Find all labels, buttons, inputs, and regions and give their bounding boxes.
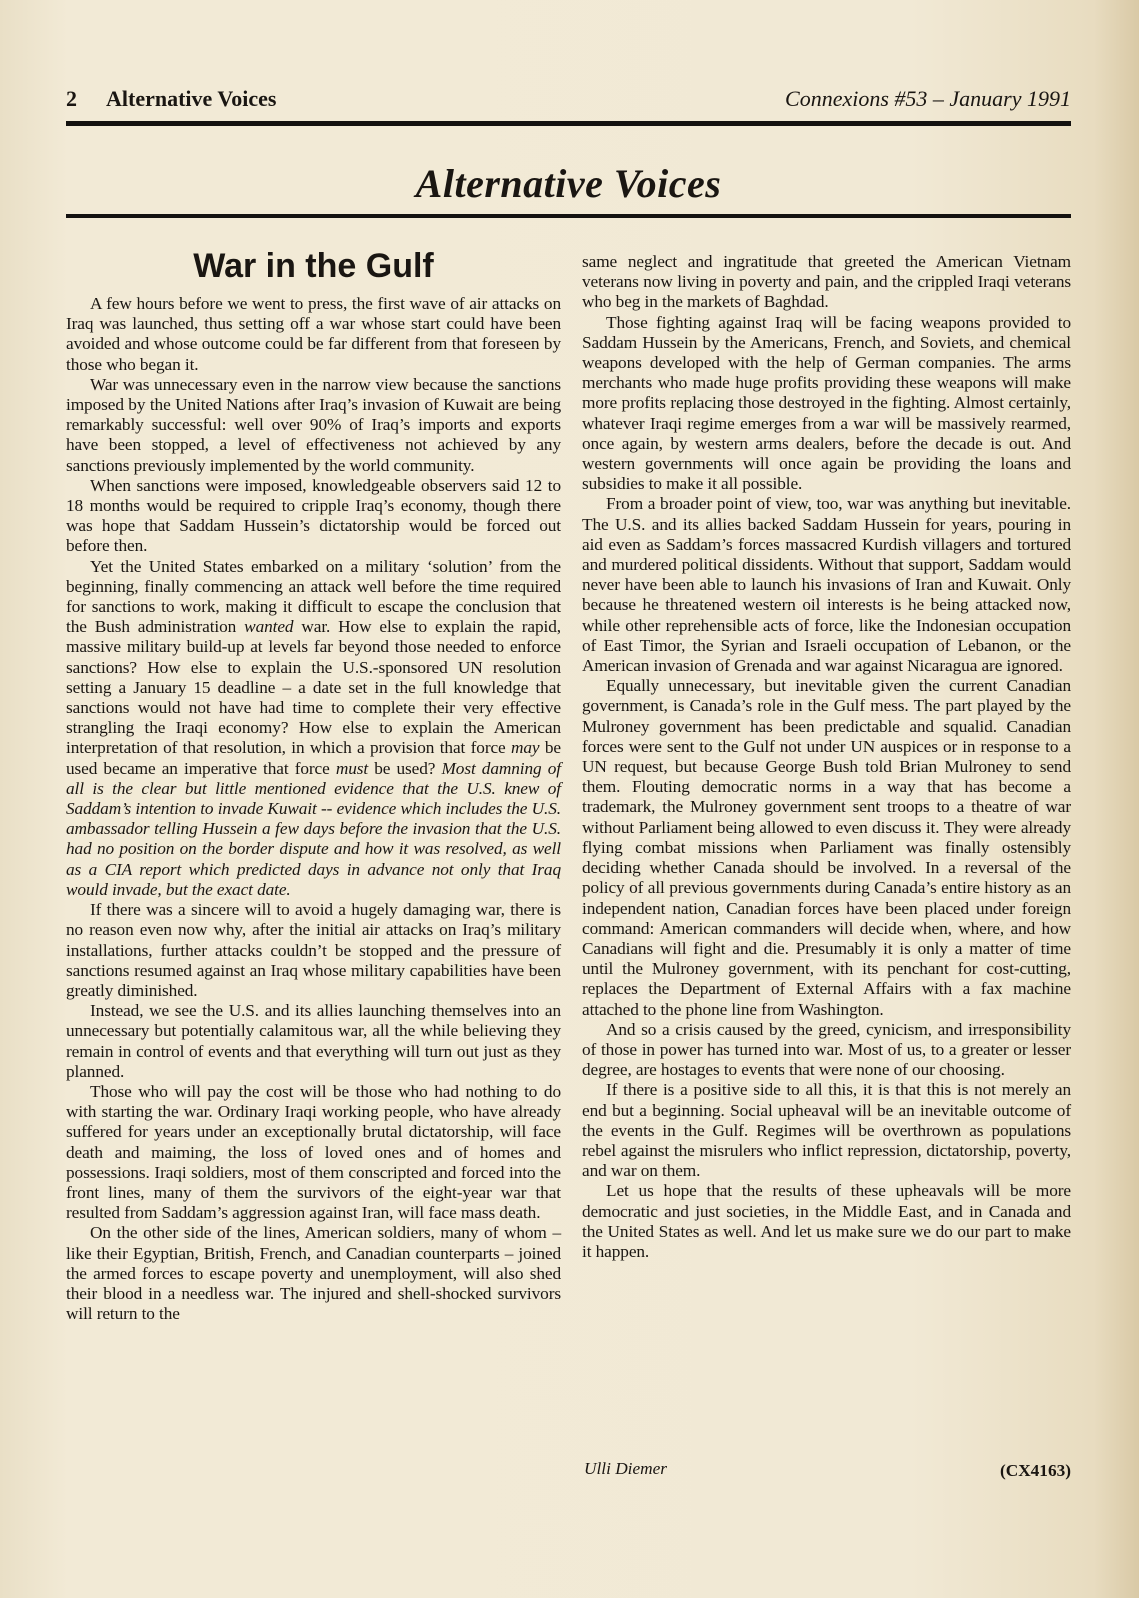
paragraph: Those who will pay the cost will be those who had nothing to do with starting the war. Ordinary Iraqi working people, who have already suffered for years under an exceptionally brutal dictatorship, will face death and maiming, the loss of loved ones and of homes and possessions. Iraqi soldiers, most of them conscripted and forced into the front lines, many of them the survivors of the eight-year war that resulted from Saddam’s aggression against Iran, will face mass death. bbox=[66, 1081, 561, 1223]
left-column bbox=[66, 294, 561, 1324]
running-section-title: Alternative Voices bbox=[106, 86, 277, 111]
page-number: 2 bbox=[66, 86, 77, 111]
paragraph: From a broader point of view, too, war was anything but inevitable. The U.S. and its allies backed Saddam Hussein for years, pouring in aid even as Saddam’s forces massacred Kurdish villagers and tortured and murdered political dissidents. Without that support, Saddam would never have been able to launch his invasions of Iran and Kuwait. Only because he threatened western oil interests is he being attacked now, while other reprehensible acts of force, like the Indonesian occupation of East Timor, the Syrian and Israeli occupation of Lebanon, or the American invasion of Grenada and war against Nicaragua are ignored. bbox=[582, 494, 1071, 676]
paragraph: War was unnecessary even in the narrow view because the sanctions imposed by the United Nations after Iraq’s invasion of Kuwait are being remarkably successful: well over 90% of Iraq’s imports and exports have been stopped, a level of effectiveness not achieved by any sanctions previously implemented by the world community. bbox=[66, 374, 561, 475]
section-title: Alternative Voices bbox=[415, 161, 722, 206]
author-name: Ulli Diemer bbox=[584, 1459, 668, 1478]
emphasis: wanted bbox=[244, 617, 294, 637]
paragraph: Those fighting against Iraq will be facing weapons provided to Saddam Hussein by the Americans, French, and Soviets, and chemical weapons developed with the help of German companies. The arms merchants who made huge profits providing these weapons will make more profits replacing those destroyed in the fighting. Almost certainly, whatever Iraqi regime emerges from a war will be massively rearmed, once again, by western arms dealers, before the decade is out. And western governments will once again be providing the loans and subsidies to make it all possible. bbox=[582, 312, 1071, 494]
text-run: war. How else to explain the rapid, massive military build-up at levels far beyond those needed to enforce sanctions? How else to explain the U.S.-sponsored UN resolution setting a January 15 deadline – a date set in the full knowledge that sanctions would not have had time to complete their very effective strangling the Iraqi economy? How else to explain the American interpretation of that resolution, in which a provision that force bbox=[66, 617, 561, 758]
emphasis: may bbox=[511, 738, 540, 758]
paragraph: On the other side of the lines, American soldiers, many of whom – like their Egyptian, British, French, and Canadian counterparts – joined the armed forces to escape poverty and unemployment, will also shed their blood in a needless war. The injured and shell-shocked survivors will return to the bbox=[66, 1223, 561, 1324]
paragraph: If there was a sincere will to avoid a hugely damaging war, there is no reason even now why, after the initial air attacks on Iraq’s military installations, further attacks couldn’t be stopped and the pressure of sanctions resumed against an Iraq whose military capabilities have been greatly diminished. bbox=[66, 900, 561, 1000]
paragraph: When sanctions were imposed, knowledgeable observers said 12 to 18 months would be required to cripple Iraq’s economy, though there was hope that Saddam Hussein’s dictatorship would be forced out before then. bbox=[66, 475, 561, 556]
paragraph: A few hours before we went to press, the first wave of air attacks on Iraq was launched, thus setting off a war whose start could have been avoided and whose outcome could be far different from that foreseen by those who began it. bbox=[66, 294, 561, 374]
paragraph-continuation: same neglect and ingratitude that greeted the American Vietnam veterans now living in poverty and pain, and the crippled Iraqi veterans who beg in the markets of Baghdad. bbox=[582, 252, 1071, 312]
text-run: be used became an imperative that force bbox=[66, 738, 561, 778]
article-title: War in the Gulf bbox=[193, 247, 434, 285]
paragraph bbox=[66, 557, 561, 900]
section-rule bbox=[66, 214, 1071, 218]
paragraph: Let us hope that the results of these upheavals will be more democratic and just societies, in the Middle East, and in Canada and the United States as well. And let us make sure we do our part to make it happen. bbox=[582, 1181, 1071, 1261]
paragraph: Instead, we see the U.S. and its allies launching themselves into an unnecessary but potentially calamitous war, all the while believing they remain in control of events and that everything will turn out just as they planned. bbox=[66, 1001, 561, 1081]
header-rule bbox=[66, 121, 1071, 126]
text-run: be used? bbox=[368, 758, 442, 778]
paragraph: And so a crisis caused by the greed, cynicism, and irresponsibility of those in power has turned into war. Most of us, to a greater or lesser degree, are hostages to events that were none of our choosing. bbox=[582, 1019, 1071, 1080]
right-column bbox=[582, 252, 1071, 1262]
paragraph: If there is a positive side to all this, it is that this is not merely an end but a beginning. Social upheaval will be an inevitable outcome of the events in the Gulf. Regimes will be overthrown as populations rebel against the misrulers who inflict repression, dictatorship, poverty, and war on them. bbox=[582, 1080, 1071, 1181]
paragraph: Equally unnecessary, but inevitable given the current Canadian government, is Canada’s role in the Gulf mess. The part played by the Mulroney government has been predictable and squalid. Canadian forces were sent to the Gulf not under UN auspices or in response to a UN request, but because George Bush told Brian Mulroney to send them. Flouting democratic norms in a way that has become a trademark, the Mulroney government sent troops to a theatre of war without Parliament being allowed to even discuss it. They were already flying combat missions when Parliament was finally ostensibly deciding whether Canada should be involved. In a reversal of the policy of all previous governments during Canada’s entire history as an independent nation, Canadian forces have been placed under foreign command: American commanders will decide when, where, and how Canadians will fight and die. Presumably it is only a matter of time until the Mulroney government, with its penchant for cost-cutting, replaces the Department of External Affairs with a fax machine attached to the phone line from Washington. bbox=[582, 676, 1071, 1019]
issue-label: Connexions #53 – January 1991 bbox=[785, 86, 1071, 111]
emphasis: must bbox=[335, 758, 369, 778]
text-run: Yet the United States embarked on a military ‘solution’ from the beginning, finally commencing an attack well before the time required for sanctions to work, making it difficult to escape the conclusion that the Bush administration bbox=[66, 556, 561, 637]
signature bbox=[584, 1459, 1071, 1479]
article-code: (CX4163) bbox=[999, 1461, 1071, 1480]
italic-passage: Most damning of all is the clear but little mentioned evidence that the U.S. knew of Saddam’s intention to invade Kuwait -- evidence which includes the U.S. ambassador telling Hussein a few days before the invasion that the U.S. had no position on the border dispute and how it was resolved, as well as a CIA report which predicted days in advance not only that Iraq would invade, but the exact date. bbox=[66, 758, 561, 899]
page-header bbox=[66, 86, 1071, 118]
